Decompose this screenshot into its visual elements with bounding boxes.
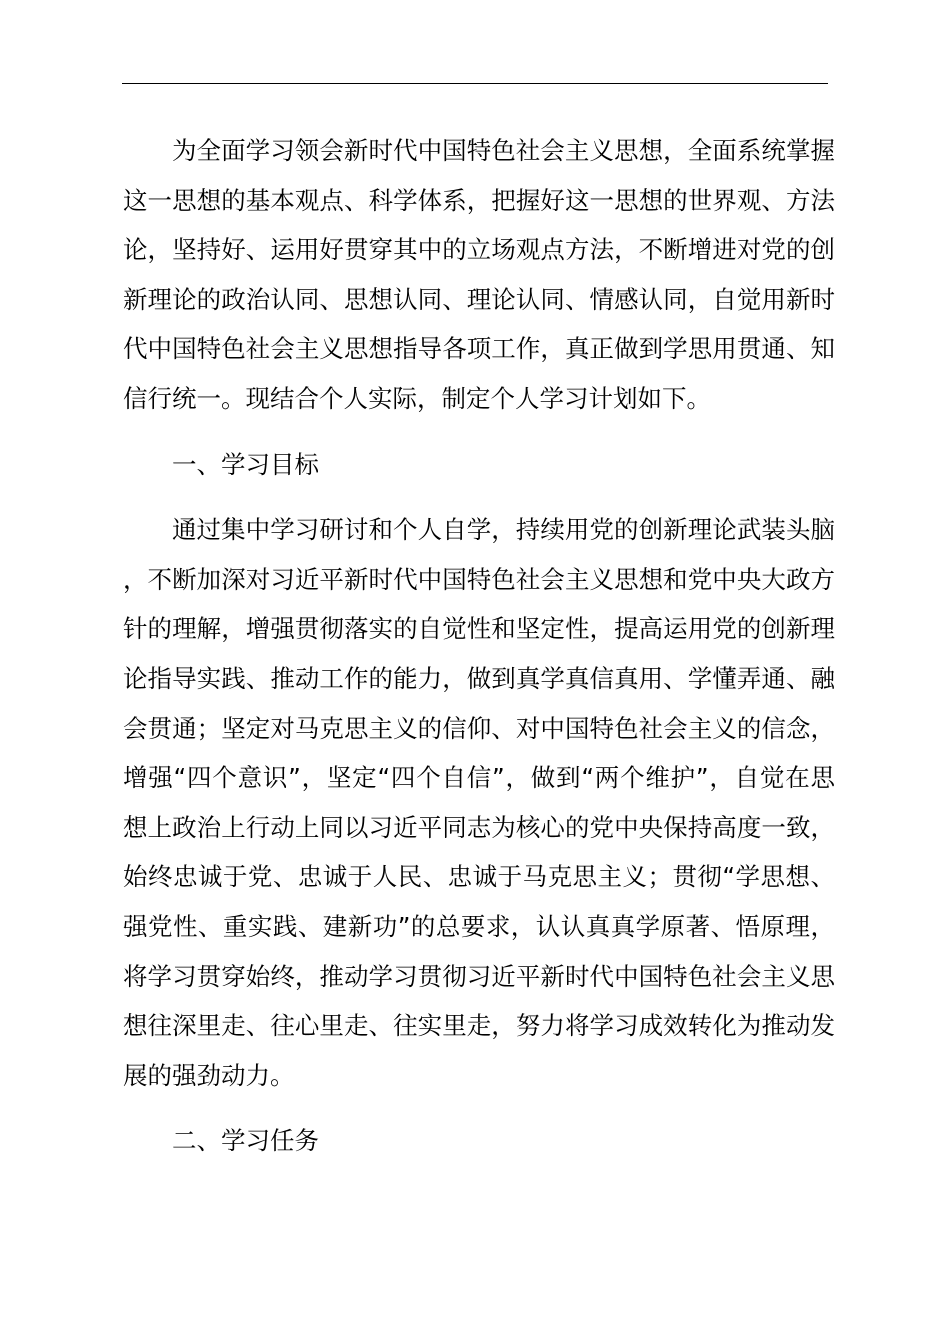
section-heading-goals: 一、学习目标	[172, 449, 319, 479]
paragraph-gap	[123, 424, 835, 440]
goals-paragraph: 通过集中学习研讨和个人自学，持续用党的创新理论武装头脑，不断加深对习近平新时代中国特色社会主义思想和党中央大政方针的理解，增强贯彻落实的自觉性和坚定性，提高运用党的创新理论指导实践、推动工作的能力，做到真学真信真用、学懂弄通、融会贯通；坚定对马克思主义的信仰、对中国特色社会主义的信念，增强“四个意识”，坚定“四个自信”，做到“两个维护”，自觉在思想上政治上行动上同以习近平同志为核心的党中央保持高度一致，始终忠诚于党、忠诚于人民、忠诚于马克思主义；贯彻“学思想、强党性、重实践、建新功”的总要求，认认真真学原著、悟原理，将学习贯穿始终，推动学习贯彻习近平新时代中国特色社会主义思想往深里走、往心里走、往实里走，努力将学习成效转化为推动发展的强劲动力。	[123, 515, 835, 1090]
document-body	[123, 126, 835, 1166]
paragraph-gap	[123, 489, 835, 505]
header-rule	[122, 83, 828, 84]
intro-paragraph: 为全面学习领会新时代中国特色社会主义思想，全面系统掌握这一思想的基本观点、科学体系，把握好这一思想的世界观、方法论，坚持好、运用好贯穿其中的立场观点方法，不断增进对党的创新理论的政治认同、思想认同、理论认同、情感认同，自觉用新时代中国特色社会主义思想指导各项工作，真正做到学思用贯通、知信行统一。现结合个人实际，制定个人学习计划如下。	[123, 136, 835, 413]
section-heading-tasks: 二、学习任务	[172, 1126, 319, 1156]
paragraph-gap	[123, 1100, 835, 1116]
